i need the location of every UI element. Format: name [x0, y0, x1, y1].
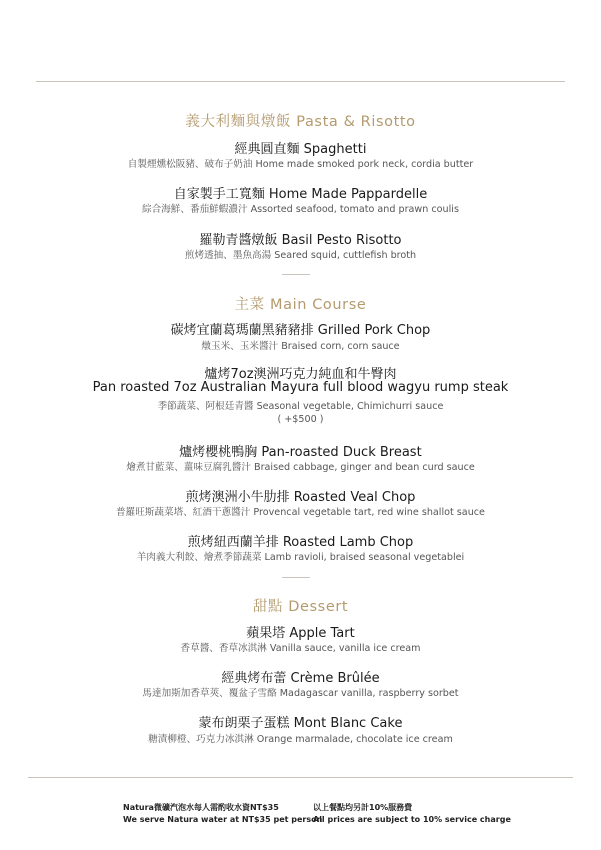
dish-veal-chop: 煎烤澳洲小牛肋排 Roasted Veal Chop [185, 490, 416, 505]
section-title-dessert: 甜點 Dessert [252, 599, 349, 615]
footer-service-note [313, 802, 511, 825]
dish-desc-risotto: 煎烤透抽、墨魚高湯 Seared squid, cuttlefish broth [184, 250, 417, 261]
footer-water-en: We serve Natura water at NT$35 pet person [123, 814, 323, 824]
dish-desc-apple-tart: 香草醬、香草冰淇淋 Vanilla sauce, vanilla ice cream [180, 643, 421, 654]
dish-desc-spaghetti: 自製煙燻松阪豬、破布子奶油 Home made smoked pork neck, cordia butter [127, 159, 474, 170]
dish-creme-brulee: 經典烤布蕾 Crème Brûlée [221, 671, 380, 686]
dish-pappardelle: 自家製手工寬麵 Home Made Pappardelle [173, 187, 428, 202]
section-title-pasta: 義大利麵與燉飯 Pasta & Risotto [185, 114, 416, 130]
dish-risotto: 羅勒青醬燉飯 Basil Pesto Risotto [199, 233, 402, 248]
dish-desc-mont-blanc: 糖漬柳橙、巧克力冰淇淋 Orange marmalade, chocolate ice cream [148, 734, 453, 745]
dish-desc-pork-chop: 燉玉米、玉米醬汁 Braised corn, corn sauce [201, 341, 400, 352]
footer-water-zh: Natura微礦汽泡水每人需酌收水資NT$35 [123, 803, 279, 812]
dish-desc-duck-breast: 燴煮甘藍菜、薑味豆腐乳醬汁 Braised cabbage, ginger and bean curd sauce [126, 462, 475, 473]
dish-mont-blanc: 蒙布朗栗子蛋糕 Mont Blanc Cake [198, 716, 403, 731]
dish-surcharge-wagyu: ( +$500 ) [277, 414, 324, 425]
section-title-main: 主菜 Main Course [234, 297, 367, 313]
dish-lamb-chop: 煎烤紐西蘭羊排 Roasted Lamb Chop [187, 535, 414, 550]
section-divider [282, 577, 310, 578]
dish-desc-pappardelle: 綜合海鮮、番茄鮮蝦濃汁 Assorted seafood, tomato and prawn coulis [142, 204, 459, 215]
dish-desc-lamb-chop: 羊肉義大利餃、燴煮季節蔬菜 Lamb ravioli, braised seasonal vegetablei [136, 552, 465, 563]
dish-desc-veal-chop: 普羅旺斯蔬菜塔、紅酒干蔥醬汁 Provencal vegetable tart, red wine shallot sauce [116, 507, 485, 518]
dish-wagyu-zh: 爐烤7oz澳洲巧克力純血和牛臀肉 [204, 367, 397, 382]
dish-desc-creme-brulee: 馬達加斯加香草莢、覆盆子雪酪 Madagascar vanilla, raspberry sorbet [142, 688, 459, 699]
bottom-rule [28, 777, 573, 778]
dish-duck-breast: 爐烤櫻桃鴨胸 Pan-roasted Duck Breast [179, 445, 422, 460]
dish-pork-chop: 碳烤宜蘭葛瑪蘭黑豬豬排 Grilled Pork Chop [170, 323, 431, 338]
footer-service-en: All prices are subject to 10% service charge [313, 814, 511, 824]
dish-desc-wagyu: 季節蔬菜、阿根廷青醬 Seasonal vegetable, Chimichurri sauce [157, 401, 444, 412]
top-rule [36, 81, 565, 82]
footer-water-note [123, 802, 322, 825]
footer-service-zh: 以上餐點均另計10%服務費 [313, 803, 413, 812]
dish-spaghetti: 經典圓直麵 Spaghetti [234, 142, 367, 157]
section-divider [282, 274, 310, 275]
dish-wagyu-en: Pan roasted 7oz Australian Mayura full blood wagyu rump steak [92, 380, 509, 395]
dish-apple-tart: 蘋果塔 Apple Tart [246, 626, 355, 641]
